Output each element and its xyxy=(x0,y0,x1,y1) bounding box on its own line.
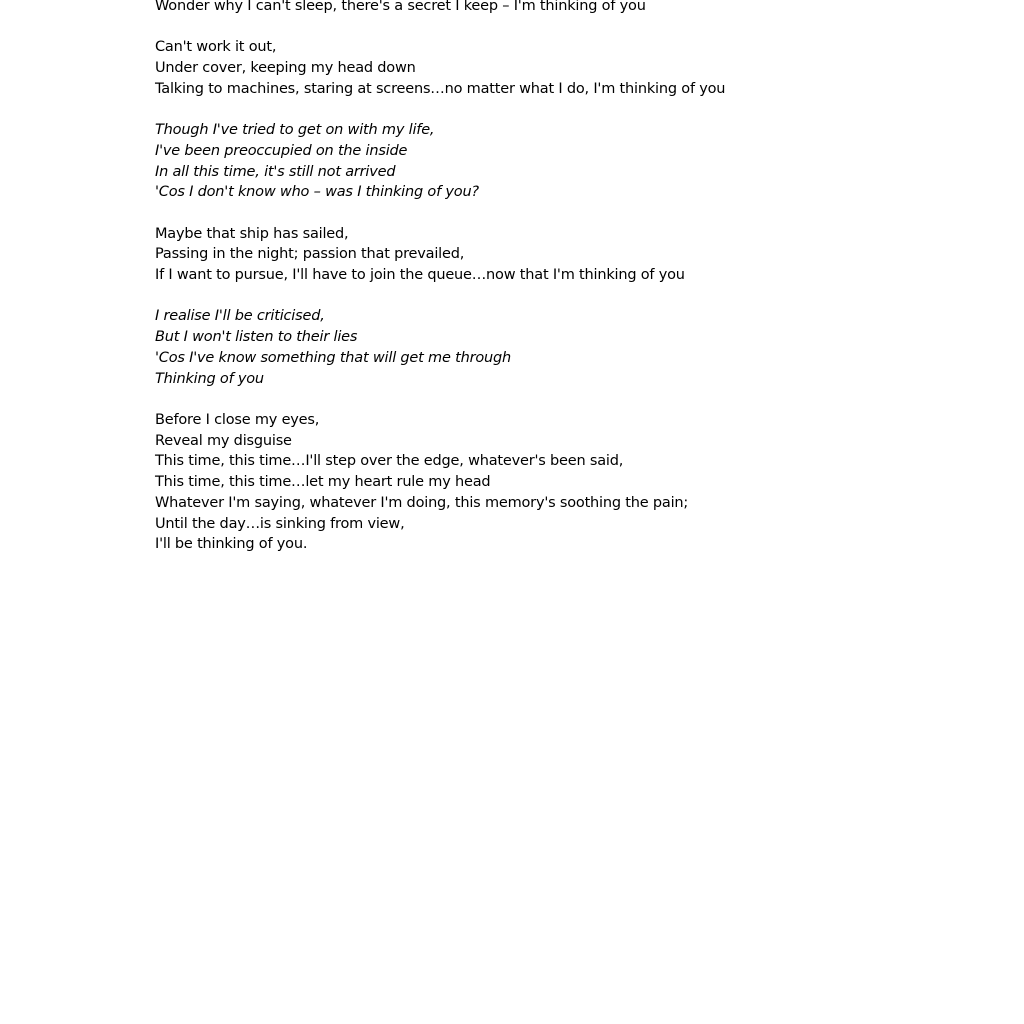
lyric-line: Passing in the night; passion that prevailed, xyxy=(155,246,465,263)
lyric-line: Reveal my disguise xyxy=(155,432,292,449)
lyrics-body xyxy=(155,0,995,576)
stanza-6 xyxy=(155,410,995,555)
lyric-line: In all this time, it's still not arrived xyxy=(155,163,396,180)
lyric-line: Talking to machines, staring at screens…no matter what I do, I'm thinking of you xyxy=(155,80,726,97)
lyric-line: 'Cos I've know something that will get me through xyxy=(155,349,511,366)
lyric-line: Maybe that ship has sailed, xyxy=(155,225,349,242)
stanza-5 xyxy=(155,306,995,389)
stanza-4 xyxy=(155,224,995,286)
lyric-line: Wonder why I can't sleep, there's a secret I keep – I'm thinking of you xyxy=(155,0,646,14)
lyric-line: But I won't listen to their lies xyxy=(155,329,358,346)
lyric-line: This time, this time…let my heart rule my head xyxy=(155,474,491,491)
lyric-line: Can't work it out, xyxy=(155,39,277,56)
lyric-line: Until the day…is sinking from view, xyxy=(155,515,405,532)
lyric-line: I realise I'll be criticised, xyxy=(155,308,325,325)
lyric-line: Whatever I'm saying, whatever I'm doing, this memory's soothing the pain; xyxy=(155,494,689,511)
stanza-2 xyxy=(155,37,995,99)
lyric-line: I've been preoccupied on the inside xyxy=(155,142,408,159)
lyric-line: 'Cos I don't know who – was I thinking of you? xyxy=(155,184,479,201)
lyric-line: Under cover, keeping my head down xyxy=(155,60,416,77)
stanza-1 xyxy=(155,0,995,17)
lyric-line: If I want to pursue, I'll have to join the queue…now that I'm thinking of you xyxy=(155,267,685,284)
lyric-line: I'll be thinking of you. xyxy=(155,536,308,553)
lyric-line: Though I've tried to get on with my life, xyxy=(155,122,435,139)
lyric-line: Before I close my eyes, xyxy=(155,411,320,428)
lyric-line: This time, this time…I'll step over the edge, whatever's been said, xyxy=(155,453,624,470)
stanza-3 xyxy=(155,120,995,203)
lyric-line: Thinking of you xyxy=(155,370,264,387)
